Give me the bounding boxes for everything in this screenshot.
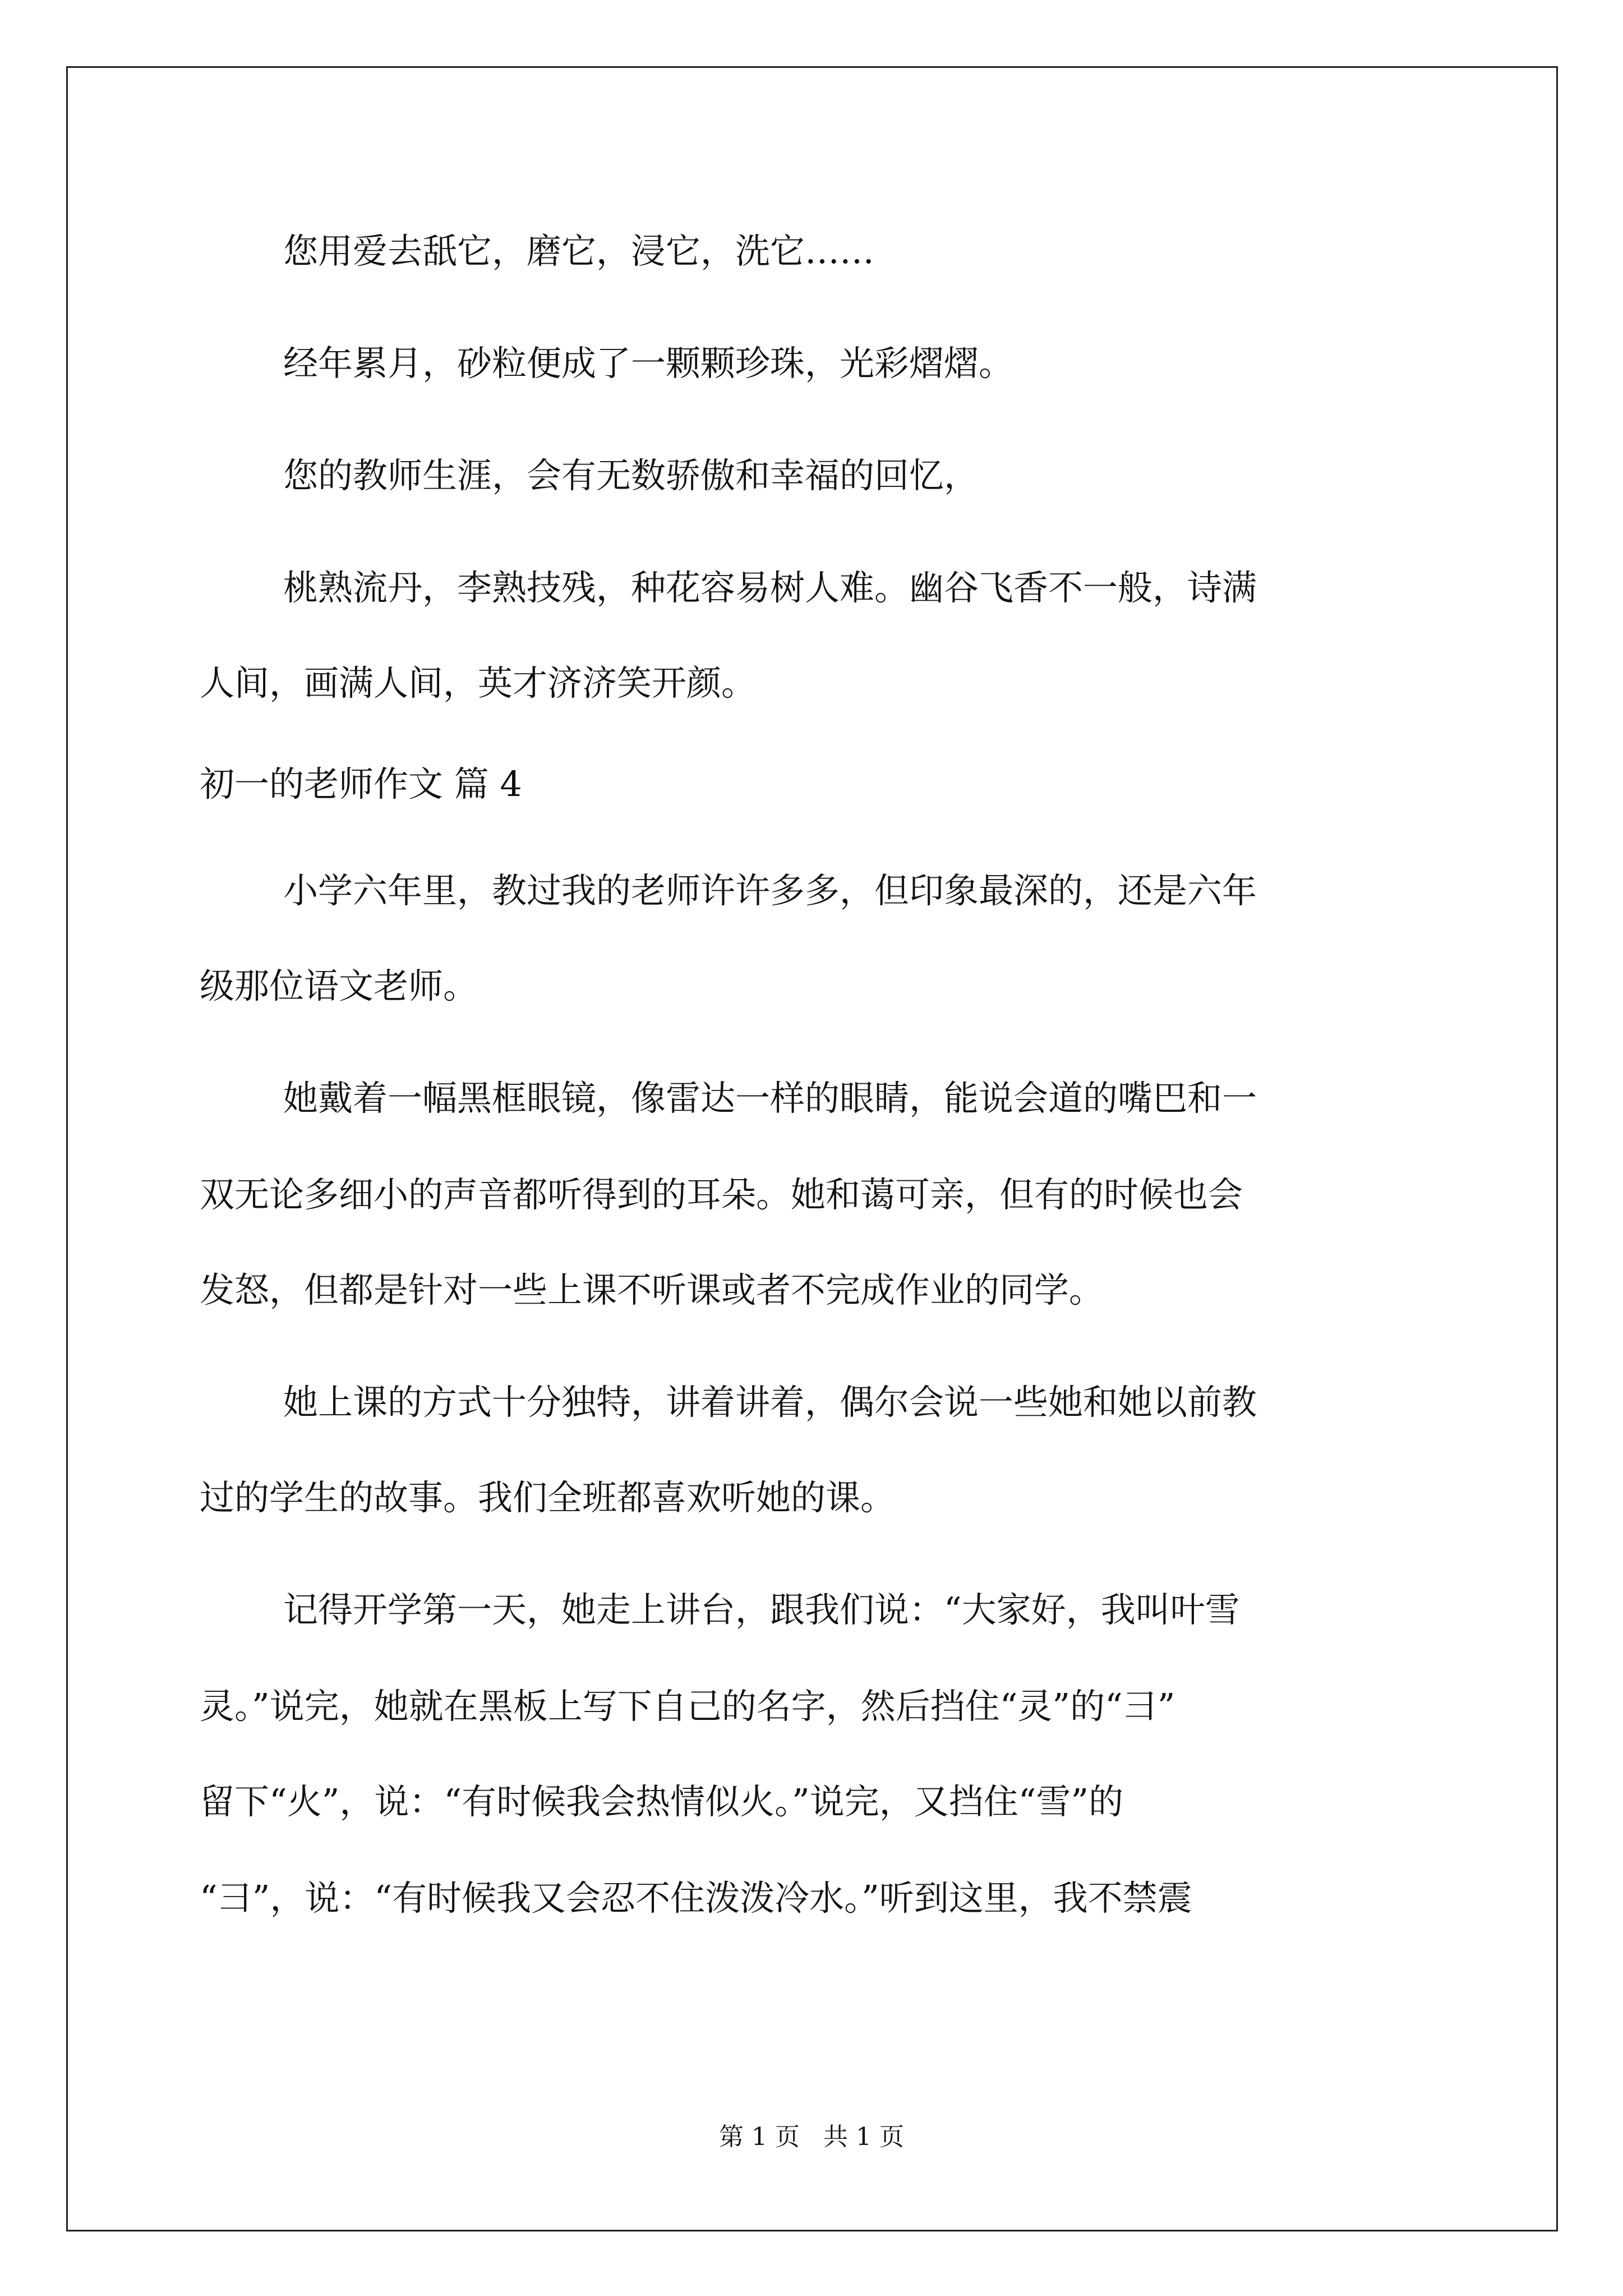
paragraph-line: 您用爱去舐它，磨它，浸它，洗它…… <box>283 231 875 272</box>
paragraph-line: 发怒，但都是针对一些上课不听课或者不完成作业的同学。 <box>200 1269 1104 1310</box>
paragraph-line: 记得开学第一天，她走上讲台，跟我们说：“大家好，我叫叶雪 <box>283 1589 1240 1630</box>
paragraph-line: 留下“火”，说：“有时候我会热情似火。”说完，又挡住“雪”的 <box>200 1781 1124 1822</box>
page-total: 共 1 页 <box>823 2123 904 2151</box>
paragraph-line: 她戴着一幅黑框眼镜，像雷达一样的眼睛，能说会道的嘴巴和一 <box>283 1078 1257 1119</box>
page-number: 第 1 页 <box>719 2123 800 2151</box>
paragraph-line: 经年累月，砂粒便成了一颗颗珍珠，光彩熠熠。 <box>283 343 1014 384</box>
paragraph-line: 双无论多细小的声音都听得到的耳朵。她和蔼可亲，但有的时候也会 <box>200 1174 1243 1215</box>
paragraph-line: 桃熟流丹，李熟技残，种花容易树人难。幽谷飞香不一般，诗满 <box>283 567 1257 608</box>
paragraph-line: 级那位语文老师。 <box>200 965 478 1006</box>
paragraph-line: “彐”，说：“有时候我又会忍不住泼泼冷水。”听到这里，我不禁震 <box>200 1878 1192 1918</box>
paragraph-line: 人间，画满人间，英才济济笑开颜。 <box>200 662 757 703</box>
section-heading: 初一的老师作文 篇 4 <box>200 763 522 804</box>
paragraph-line: 她上课的方式十分独特，讲着讲着，偶尔会说一些她和她以前教 <box>283 1382 1257 1423</box>
paragraph-line: 小学六年里，教过我的老师许许多多，但印象最深的，还是六年 <box>283 870 1257 911</box>
page-footer <box>0 2125 1623 2150</box>
paragraph-line: 灵。”说完，她就在黑板上写下自己的名字，然后挡住“灵”的“彐” <box>200 1686 1175 1727</box>
paragraph-line: 过的学生的故事。我们全班都喜欢听她的课。 <box>200 1477 896 1518</box>
paragraph-line: 您的教师生涯，会有无数骄傲和幸福的回忆， <box>283 455 979 496</box>
